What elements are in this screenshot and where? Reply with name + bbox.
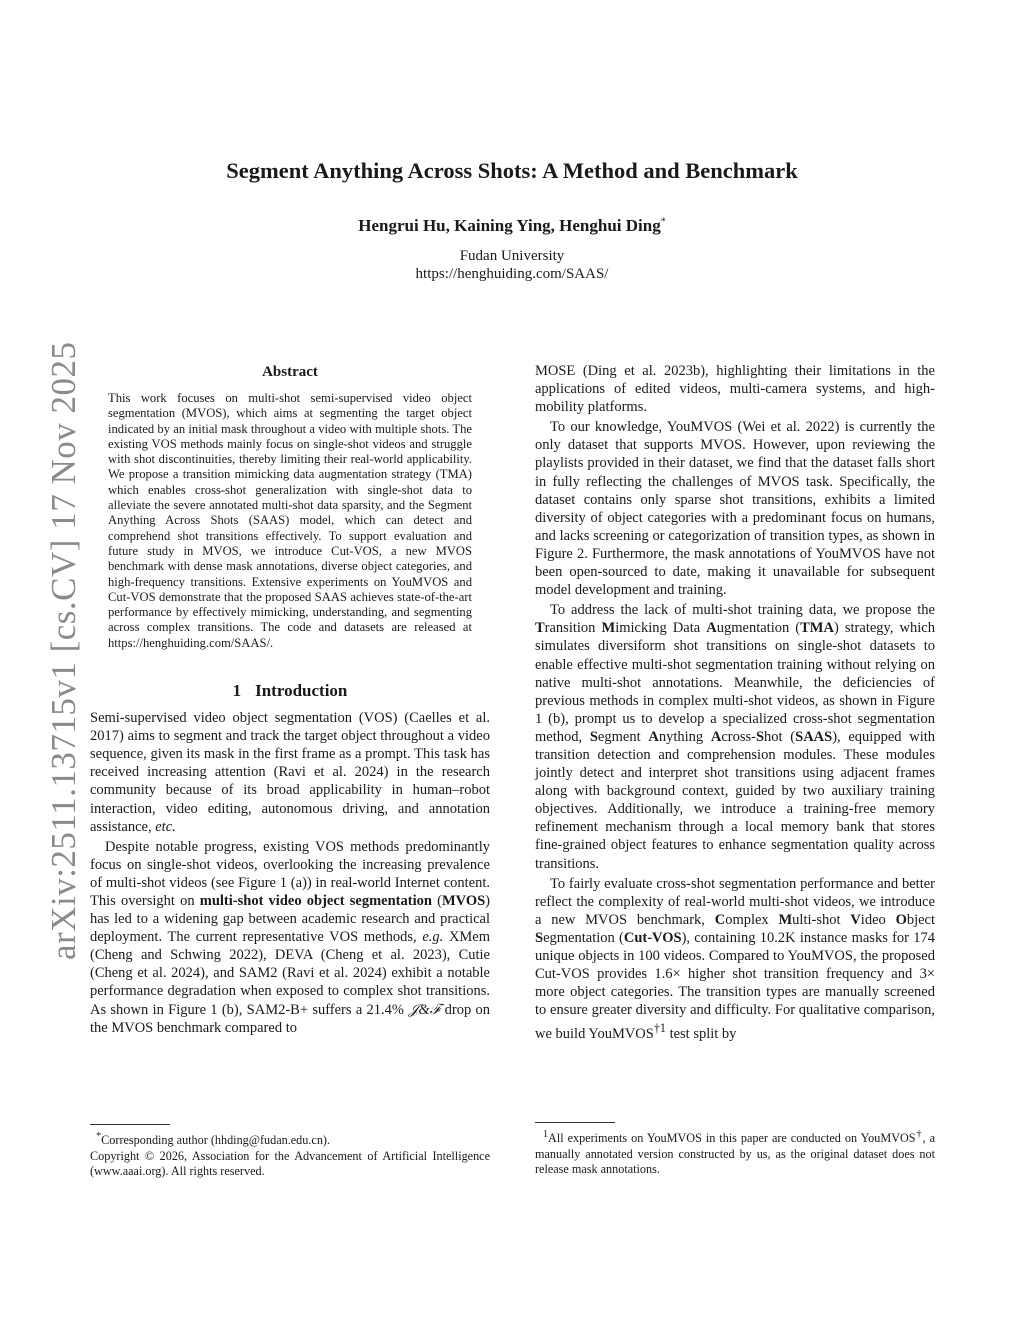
paper-title: Segment Anything Across Shots: A Method and Benchmark (226, 158, 798, 183)
arxiv-identifier-stamp (0, 0, 83, 1325)
arxiv-id-text: arXiv:2511.13715v1 [cs.CV] 17 Nov 2025 (44, 341, 83, 960)
abstract-text: This work focuses on multi-shot semi-supervised video object segmentation (MVOS), which aims at segmenting the target object indicated by an initial mask throughout a video with multiple shots. The existing VOS methods mainly focus on single-shot videos and struggle with shot discontinuities, thereby limiting their real-world applicability. We propose a transition mimicking data augmentation strategy (TMA) which enables cross-shot generalization with single-shot data to alleviate the severe annotated multi-shot data sparsity, and the Segment Anything Across Shots (SAAS) model, which can detect and comprehend shot transitions effectively. To support evaluation and future study in MVOS, we introduce Cut-VOS, a new MVOS benchmark with dense mask annotations, diverse object categories, and high-frequency transitions. Extensive experiments on YouMVOS and Cut-VOS demonstrate that the proposed SAAS achieves state-of-the-art performance by effectively mimicking, understanding, and segmenting across complex transitions. The code and datasets are released at https://henghuiding.com/SAAS/. (108, 391, 472, 650)
right-paragraph-0: MOSE (Ding et al. 2023b), highlighting their limitations in the applications of edited videos, multi-camera systems, and high-mobility platforms. (535, 363, 935, 416)
right-paragraph-1: To our knowledge, YouMVOS (Wei et al. 2022) is currently the only dataset that supports MVOS. However, upon reviewing the playlists provided in their dataset, we find that the dataset falls short in fully reflecting the challenges of MVOS task. Specifically, the dataset contains only sparse shot transitions, exhibits a limited diversity of object categories with a predominant focus on humans, and lacks screening or categorization of transition types, as shown in Figure 2. Furthermore, the mask annotations of YouMVOS have not been open-sourced to date, making it unavailable for subsequent model development and training. (535, 419, 935, 599)
affiliation-block (90, 247, 934, 283)
section-number: 1 (232, 681, 242, 701)
corresponding-mark: * (660, 216, 666, 228)
footnote-youmvos: $^1$All experiments on YouMVOS in this paper are conducted on YouMVOS†, a manually annotated version constructed by us, as the original dataset does not release mask annotations. (535, 1129, 935, 1177)
footnote-corresponding: *Corresponding author (hhding@fudan.edu.cn). (96, 1131, 331, 1148)
footnote-rule (90, 1124, 170, 1125)
intro-paragraph-1: Semi-supervised video object segmentation (VOS) (Caelles et al. 2017) aims to segment and track the target object throughout a video sequence, given its mask in the first frame as a prompt. This task has received increasing attention (Ravi et al. 2024) in the research community because of its broad applicability in human–robot interaction, video editing, autonomous driving, and annotation assistance, etc. (90, 710, 490, 835)
section-heading-introduction (90, 681, 490, 701)
footnote-left (90, 1124, 490, 1180)
affiliation: Fudan University (459, 248, 565, 264)
left-column (90, 362, 490, 1037)
abstract-heading: Abstract (262, 364, 318, 380)
project-url: https://henghuiding.com/SAAS/ (415, 266, 609, 282)
footnote-rule (535, 1122, 615, 1123)
right-column (535, 362, 935, 1043)
footnote-copyright: Copyright © 2026, Association for the Advancement of Artificial Intelligence (www.aaai.org). All rights reserved. (90, 1148, 490, 1179)
intro-paragraph-2: Despite notable progress, existing VOS methods predominantly focus on single-shot videos, overlooking the increasing prevalence of multi-shot videos (see Figure 1 (a)) in real-world Internet content. This oversight on multi-shot video object segmentation (MVOS) has led to a widening gap between academic research and practical deployment. The current representative VOS methods, e.g. XMem (Cheng and Schwing 2022), DEVA (Cheng et al. 2023), Cutie (Cheng et al. 2024), and SAM2 (Ravi et al. 2024) exhibit a notable performance degradation when exposed to complex shot transitions. As shown in Figure 1 (b), SAM2-B+ suffers a 21.4% 𝒥&ℱ drop on the MVOS benchmark compared to (90, 838, 491, 1036)
author-names: Hengrui Hu, Kaining Ying, Henghui Ding (358, 216, 661, 235)
footnote-right (535, 1122, 935, 1178)
section-title: Introduction (255, 681, 348, 701)
right-paragraph-2: To address the lack of multi-shot training data, we propose the Transition Mimicking Data Augmentation (TMA) strategy, which simulates diversiform shot transitions on single-shot datasets to enable effective multi-shot segmentation training without relying on native multi-shot annotations. Meanwhile, the deficiencies of previous methods in complex multi-shot videos, as shown in Figure 1 (b), prompt us to develop a specialized cross-shot segmentation method, Segment Anything Across-Shot (SAAS), equipped with transition detection and comprehension modules. These modules jointly detect and interpret shot transitions using adjacent frames along with background context, guided by two auxiliary training objectives. Additionally, we introduce a training-free memory refinement mechanism through a local memory bank that stores fine-grained object features to enhance segmentation quality across transitions. (535, 602, 936, 872)
author-list (90, 216, 934, 236)
right-paragraph-3: To fairly evaluate cross-shot segmentation performance and better reflect the complexity of real-world multi-shot videos, we introduce a new MVOS benchmark, Complex Multi-shot Video Object Segmentation (Cut-VOS), containing 10.2K instance masks for 174 unique objects in 100 videos. Compared to YouMVOS, the proposed Cut-VOS provides 1.6× higher shot transition frequency and 3× more object categories. The transition types are manually screened to ensure greater diversity and difficulty. For qualitative comparison, we build YouMVOS$^{\dagger 1}$ test split by (535, 875, 936, 1043)
